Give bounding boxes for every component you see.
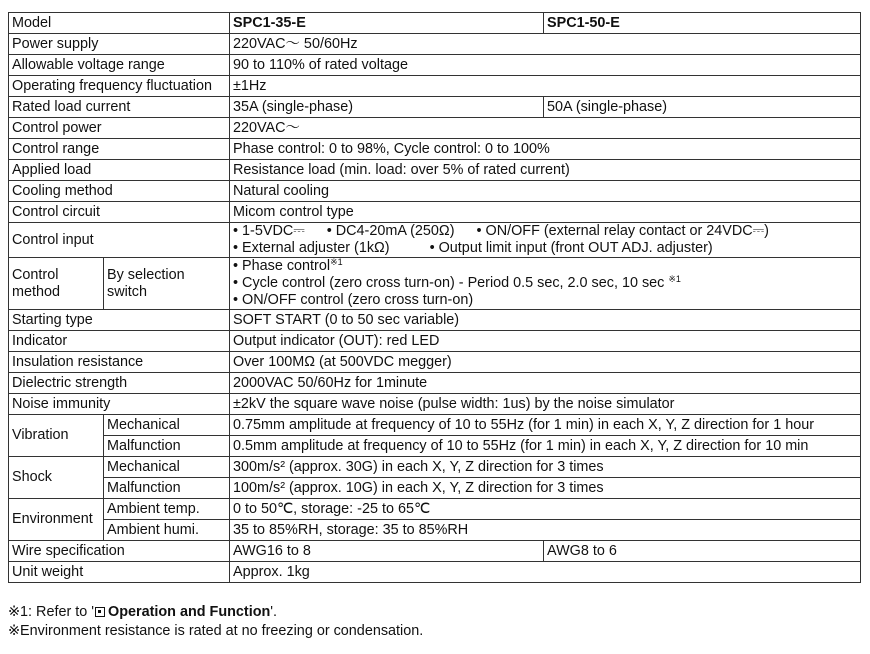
- footnote-1-prefix: ※1: Refer to ': [8, 604, 94, 620]
- boxed-square-icon: [95, 607, 105, 617]
- footnotes: [8, 603, 423, 641]
- control-input-line-1: [233, 223, 857, 240]
- input-output-limit: • Output limit input (front OUT ADJ. adjuster): [429, 240, 713, 256]
- row-value: Micom control type: [230, 202, 861, 223]
- table-row-environment-humidity: [9, 520, 861, 541]
- row-label: Control circuit: [9, 202, 230, 223]
- input-on-off: • ON/OFF (external relay contact or 24VDC⎓): [476, 223, 769, 239]
- input-external-adjuster: • External adjuster (1kΩ): [233, 240, 390, 256]
- row-value: ±2kV the square wave noise (pulse width: 1us) by the noise simulator: [230, 394, 861, 415]
- row-value: Output indicator (OUT): red LED: [230, 331, 861, 352]
- row-value: 220VAC～: [230, 118, 861, 139]
- row-value: 0.5mm amplitude at frequency of 10 to 55Hz (for 1 min) in each X, Y, Z direction for 10 min: [230, 436, 861, 457]
- operation-and-function-reference[interactable]: Operation and Function: [108, 604, 271, 620]
- row-value: Approx. 1kg: [230, 562, 861, 583]
- table-row-control-method: [9, 258, 861, 310]
- row-label: Environment: [9, 499, 104, 541]
- table-row-applied-load: [9, 160, 861, 181]
- row-sub-label: Malfunction: [104, 436, 230, 457]
- table-row-noise-immunity: [9, 394, 861, 415]
- row-sub-label: Mechanical: [104, 457, 230, 478]
- row-label: Power supply: [9, 34, 230, 55]
- control-method-line-2: [233, 275, 857, 292]
- row-label: Control power: [9, 118, 230, 139]
- phase-control-text: • Phase control: [233, 258, 331, 274]
- row-label: Rated load current: [9, 97, 230, 118]
- model-label: Model: [9, 13, 230, 34]
- row-value: Phase control: 0 to 98%, Cycle control: 0 to 100%: [230, 139, 861, 160]
- footnote-mark: ※1: [668, 274, 681, 284]
- row-value: SOFT START (0 to 50 sec variable): [230, 310, 861, 331]
- table-row-control-circuit: [9, 202, 861, 223]
- row-value-35: AWG16 to 8: [230, 541, 544, 562]
- row-label: Cooling method: [9, 181, 230, 202]
- table-row-dielectric: [9, 373, 861, 394]
- row-value: 35 to 85%RH, storage: 35 to 85%RH: [230, 520, 861, 541]
- row-value-35: 35A (single-phase): [230, 97, 544, 118]
- row-label: Noise immunity: [9, 394, 230, 415]
- row-value: Resistance load (min. load: over 5% of rated current): [230, 160, 861, 181]
- row-label: Indicator: [9, 331, 230, 352]
- control-input-value: [230, 223, 861, 258]
- table-row-environment-temp: [9, 499, 861, 520]
- row-label: Wire specification: [9, 541, 230, 562]
- control-input-line-2: [233, 240, 857, 257]
- row-value: ±1Hz: [230, 76, 861, 97]
- input-dc4-20ma: • DC4-20mA (250Ω): [326, 223, 455, 239]
- row-value: 0.75mm amplitude at frequency of 10 to 55Hz (for 1 min) in each X, Y, Z direction for 1 hour: [230, 415, 861, 436]
- table-row-wire-specification: [9, 541, 861, 562]
- footnote-1-suffix: '.: [270, 604, 278, 620]
- row-value-50: 50A (single-phase): [544, 97, 861, 118]
- table-row-starting-type: [9, 310, 861, 331]
- row-label: Operating frequency fluctuation: [9, 76, 230, 97]
- row-value: Over 100MΩ (at 500VDC megger): [230, 352, 861, 373]
- row-label: Applied load: [9, 160, 230, 181]
- footnote-2: ※Environment resistance is rated at no freezing or condensation.: [8, 623, 424, 639]
- row-sub-label: Ambient temp.: [104, 499, 230, 520]
- row-label: Control range: [9, 139, 230, 160]
- row-value-50: AWG8 to 6: [544, 541, 861, 562]
- table-row-unit-weight: [9, 562, 861, 583]
- row-value: 0 to 50℃, storage: -25 to 65℃: [230, 499, 861, 520]
- table-row-allowable-voltage: [9, 55, 861, 76]
- table-row-control-input: [9, 223, 861, 258]
- table-row-cooling-method: [9, 181, 861, 202]
- control-method-line-3: • ON/OFF control (zero cross turn-on): [233, 292, 474, 308]
- row-value: 90 to 110% of rated voltage: [230, 55, 861, 76]
- control-method-value: [230, 258, 861, 310]
- row-label: Control input: [9, 223, 230, 258]
- table-row-frequency-fluctuation: [9, 76, 861, 97]
- table-row-shock-mechanical: [9, 457, 861, 478]
- row-label: Allowable voltage range: [9, 55, 230, 76]
- control-method-line-1: [233, 258, 857, 275]
- row-value: 100m/s² (approx. 10G) in each X, Y, Z direction for 3 times: [230, 478, 861, 499]
- row-label: Shock: [9, 457, 104, 499]
- row-label: Starting type: [9, 310, 230, 331]
- table-row-vibration-malfunction: [9, 436, 861, 457]
- spec-table: [8, 12, 861, 583]
- model-spc1-35-e: SPC1-35-E: [230, 13, 544, 34]
- table-row-model: [9, 13, 861, 34]
- row-sub-label: Mechanical: [104, 415, 230, 436]
- table-row-indicator: [9, 331, 861, 352]
- cycle-control-text: • Cycle control (zero cross turn-on) - Period 0.5 sec, 2.0 sec, 10 sec: [233, 275, 665, 291]
- row-label: Vibration: [9, 415, 104, 457]
- row-value: 300m/s² (approx. 30G) in each X, Y, Z direction for 3 times: [230, 457, 861, 478]
- table-row-control-power: [9, 118, 861, 139]
- row-sub-label: Ambient humi.: [104, 520, 230, 541]
- table-row-insulation: [9, 352, 861, 373]
- footnote-mark: ※1: [330, 257, 343, 267]
- table-row-power-supply: [9, 34, 861, 55]
- row-label: Insulation resistance: [9, 352, 230, 373]
- row-value: 2000VAC 50/60Hz for 1minute: [230, 373, 861, 394]
- table-row-shock-malfunction: [9, 478, 861, 499]
- table-row-control-range: [9, 139, 861, 160]
- table-row-vibration-mechanical: [9, 415, 861, 436]
- input-1-5vdc: • 1-5VDC⎓: [233, 223, 305, 239]
- row-label: Unit weight: [9, 562, 230, 583]
- row-value: Natural cooling: [230, 181, 861, 202]
- row-label: Dielectric strength: [9, 373, 230, 394]
- row-label: Control method: [9, 258, 104, 310]
- footnote-1: [8, 603, 423, 622]
- row-value: 220VAC～ 50/60Hz: [230, 34, 861, 55]
- model-spc1-50-e: SPC1-50-E: [544, 13, 861, 34]
- row-sub-label: By selection switch: [104, 258, 230, 310]
- table-row-rated-load: [9, 97, 861, 118]
- row-sub-label: Malfunction: [104, 478, 230, 499]
